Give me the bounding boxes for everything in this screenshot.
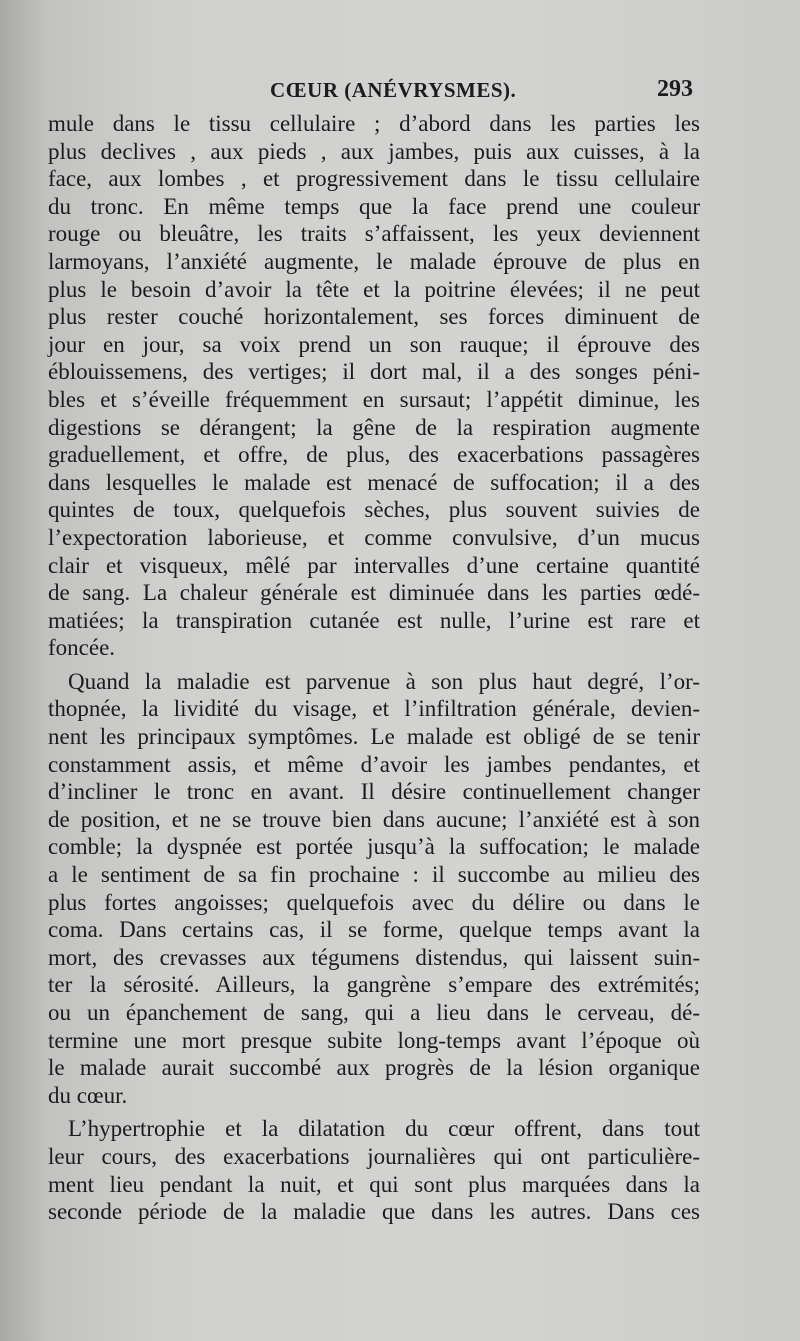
text-line: seconde période de la maladie que dans les autres. Dans ces bbox=[48, 1199, 700, 1225]
text-line: a le sentiment de sa fin prochaine : il succombe au milieu des bbox=[48, 862, 700, 888]
text-line: mule dans le tissu cellulaire ; d’abord dans les parties les bbox=[48, 111, 700, 136]
running-title: CŒUR (ANÉVRYSMES). bbox=[270, 78, 517, 102]
text-line: d’incliner le tronc en avant. Il désire continuellement changer bbox=[48, 779, 700, 805]
paragraph-1 bbox=[48, 110, 700, 662]
body-text bbox=[48, 110, 700, 1226]
text-line: face, aux lombes , et progressivement dans le tissu cellulaire bbox=[48, 166, 700, 192]
text-line: quintes de toux, quelquefois sèches, plus souvent suivies de bbox=[48, 497, 700, 523]
text-line: graduellement, et offre, de plus, des exacerbations passagères bbox=[48, 442, 700, 468]
text-line: nent les principaux symptômes. Le malade est obligé de se tenir bbox=[48, 724, 700, 750]
text-line: comble; la dyspnée est portée jusqu’à la suffocation; le malade bbox=[48, 834, 700, 860]
page-number: 293 bbox=[657, 76, 693, 102]
text-line: digestions se dérangent; la gêne de la respiration augmente bbox=[48, 414, 700, 440]
text-line: termine une mort presque subite long-temps avant l’époque où bbox=[48, 1027, 700, 1053]
text-line: constamment assis, et même d’avoir les jambes pendantes, et bbox=[48, 751, 700, 777]
running-head bbox=[0, 78, 800, 110]
text-line: foncée. bbox=[48, 635, 116, 661]
text-line: plus le besoin d’avoir la tête et la poitrine élevées; il ne peut bbox=[48, 276, 700, 302]
text-line: Quand la maladie est parvenue à son plus haut degré, l’or- bbox=[68, 668, 700, 694]
text-line: plus declives , aux pieds , aux jambes, puis aux cuisses, à la bbox=[48, 138, 700, 164]
text-line: l’expectoration laborieuse, et comme convulsive, d’un mucus bbox=[48, 524, 700, 550]
text-line: matiées; la transpiration cutanée est nulle, l’urine est rare et bbox=[48, 607, 700, 633]
text-line: L’hypertrophie et la dilatation du cœur offrent, dans tout bbox=[68, 1116, 700, 1142]
text-line: ou un épanchement de sang, qui a lieu dans le cerveau, dé- bbox=[48, 1000, 700, 1025]
text-line: mort, des crevasses aux tégumens distendus, qui laissent suin- bbox=[48, 944, 700, 970]
paragraph-3 bbox=[48, 1115, 700, 1225]
text-line: de position, et ne se trouve bien dans aucune; l’anxiété est à son bbox=[48, 806, 700, 832]
text-line: leur cours, des exacerbations journalières qui ont particulière- bbox=[48, 1143, 700, 1169]
text-line: rouge ou bleuâtre, les traits s’affaissent, les yeux deviennent bbox=[48, 221, 700, 247]
paragraph-2 bbox=[48, 668, 700, 1110]
text-line: de sang. La chaleur générale est diminuée dans les parties œdé- bbox=[48, 580, 700, 606]
text-line: thopnée, la lividité du visage, et l’infiltration générale, devien- bbox=[48, 696, 700, 722]
text-line: le malade aurait succombé aux progrès de la lésion organique bbox=[48, 1055, 700, 1081]
text-line: du tronc. En même temps que la face prend une couleur bbox=[48, 193, 700, 219]
text-line: ter la sérosité. Ailleurs, la gangrène s’empare des extrémités; bbox=[48, 972, 700, 998]
text-line: éblouissemens, des vertiges; il dort mal, il a des songes péni- bbox=[48, 359, 700, 385]
text-line: dans lesquelles le malade est menacé de suffocation; il a des bbox=[48, 469, 700, 495]
text-line: coma. Dans certains cas, il se forme, quelque temps avant la bbox=[48, 917, 700, 943]
text-line: bles et s’éveille fréquemment en sursaut; l’appétit diminue, les bbox=[48, 386, 700, 412]
text-line: plus rester couché horizontalement, ses forces diminuent de bbox=[48, 304, 700, 330]
text-line: plus fortes angoisses; quelquefois avec du délire ou dans le bbox=[48, 889, 700, 915]
text-line: jour en jour, sa voix prend un son rauque; il éprouve des bbox=[48, 331, 700, 357]
text-line: clair et visqueux, mêlé par intervalles d’une certaine quantité bbox=[48, 552, 700, 578]
text-line: larmoyans, l’anxiété augmente, le malade éprouve de plus en bbox=[48, 248, 700, 274]
text-line: ment lieu pendant la nuit, et qui sont plus marquées dans la bbox=[48, 1171, 700, 1197]
text-line: du cœur. bbox=[48, 1082, 128, 1108]
